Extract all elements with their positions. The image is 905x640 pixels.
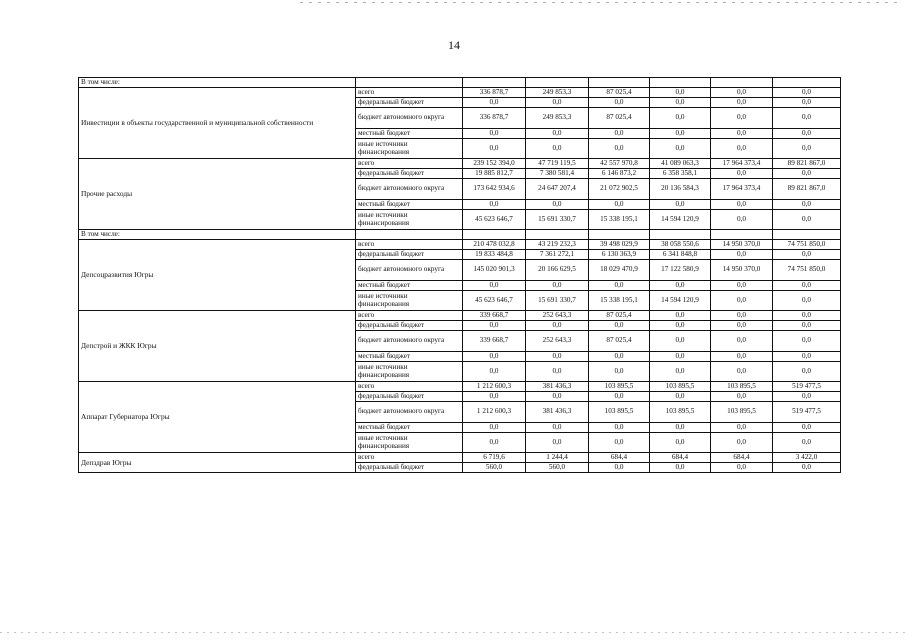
value-cell: 0,0 <box>526 321 589 331</box>
empty-cell <box>650 230 711 240</box>
table-row <box>79 88 841 98</box>
value-cell: 0,0 <box>650 433 711 453</box>
value-cell: 6 130 363,9 <box>589 250 650 260</box>
value-cell: 0,0 <box>711 291 773 311</box>
value-cell: 103 895,5 <box>650 402 711 423</box>
value-cell: 0,0 <box>650 200 711 210</box>
value-cell: 0,0 <box>650 331 711 352</box>
value-cell: 45 623 646,7 <box>463 210 526 230</box>
value-cell: 14 950 370,0 <box>711 260 773 281</box>
value-cell: 519 477,5 <box>773 402 841 423</box>
value-cell: 14 594 120,9 <box>650 291 711 311</box>
value-cell: 0,0 <box>463 352 526 362</box>
value-cell: 0,0 <box>650 362 711 382</box>
value-cell: 0,0 <box>589 362 650 382</box>
empty-cell <box>650 78 711 88</box>
value-cell: 0,0 <box>589 281 650 291</box>
page-number: 14 <box>448 38 460 52</box>
value-cell: 0,0 <box>589 352 650 362</box>
value-cell: 0,0 <box>650 139 711 159</box>
value-cell: 0,0 <box>650 463 711 473</box>
value-cell: 0,0 <box>650 129 711 139</box>
value-cell: 0,0 <box>463 392 526 402</box>
block-name: Прочие расходы <box>79 159 356 230</box>
value-cell: 0,0 <box>773 200 841 210</box>
value-cell: 0,0 <box>589 200 650 210</box>
value-cell: 6 358 358,1 <box>650 169 711 179</box>
value-cell: 0,0 <box>463 321 526 331</box>
funding-source: федеральный бюджет <box>356 321 463 331</box>
value-cell: 15 338 195,1 <box>589 291 650 311</box>
value-cell: 7 361 272,1 <box>526 250 589 260</box>
value-cell: 249 853,3 <box>526 108 589 129</box>
empty-cell <box>589 230 650 240</box>
value-cell: 18 029 470,9 <box>589 260 650 281</box>
empty-cell <box>356 78 463 88</box>
block-name: Депздрав Югры <box>79 453 356 473</box>
value-cell: 0,0 <box>773 169 841 179</box>
value-cell: 42 557 970,8 <box>589 159 650 169</box>
funding-source: бюджет автономного округа <box>356 108 463 129</box>
value-cell: 0,0 <box>463 129 526 139</box>
value-cell: 6 719,6 <box>463 453 526 463</box>
funding-source: иные источники финансирования <box>356 291 463 311</box>
funding-source: местный бюджет <box>356 281 463 291</box>
value-cell: 0,0 <box>711 331 773 352</box>
value-cell: 0,0 <box>711 281 773 291</box>
empty-cell <box>773 78 841 88</box>
value-cell: 17 964 373,4 <box>711 179 773 200</box>
block-name: Депсоцразвития Югры <box>79 240 356 311</box>
value-cell: 0,0 <box>526 362 589 382</box>
value-cell: 0,0 <box>650 108 711 129</box>
value-cell: 17 964 373,4 <box>711 159 773 169</box>
funding-source: федеральный бюджет <box>356 169 463 179</box>
value-cell: 19 833 484,8 <box>463 250 526 260</box>
section-label: В том числе: <box>79 78 356 88</box>
empty-cell <box>589 78 650 88</box>
value-cell: 0,0 <box>711 139 773 159</box>
empty-cell <box>356 230 463 240</box>
value-cell: 173 642 934,6 <box>463 179 526 200</box>
value-cell: 0,0 <box>650 321 711 331</box>
value-cell: 17 122 580,9 <box>650 260 711 281</box>
value-cell: 0,0 <box>463 362 526 382</box>
funding-source: иные источники финансирования <box>356 362 463 382</box>
value-cell: 336 878,7 <box>463 88 526 98</box>
value-cell: 87 025,4 <box>589 311 650 321</box>
budget-table <box>78 77 841 473</box>
funding-source: местный бюджет <box>356 352 463 362</box>
value-cell: 0,0 <box>773 88 841 98</box>
value-cell: 0,0 <box>589 321 650 331</box>
value-cell: 19 885 812,7 <box>463 169 526 179</box>
funding-source: бюджет автономного округа <box>356 331 463 352</box>
value-cell: 20 136 584,3 <box>650 179 711 200</box>
funding-source: всего <box>356 453 463 463</box>
value-cell: 74 751 850,0 <box>773 240 841 250</box>
funding-source: федеральный бюджет <box>356 98 463 108</box>
value-cell: 6 341 848,8 <box>650 250 711 260</box>
value-cell: 103 895,5 <box>711 402 773 423</box>
value-cell: 252 643,3 <box>526 311 589 321</box>
funding-source: всего <box>356 88 463 98</box>
value-cell: 1 212 600,3 <box>463 402 526 423</box>
value-cell: 0,0 <box>589 433 650 453</box>
value-cell: 15 338 195,1 <box>589 210 650 230</box>
value-cell: 0,0 <box>650 98 711 108</box>
value-cell: 38 058 550,6 <box>650 240 711 250</box>
value-cell: 103 895,5 <box>711 382 773 392</box>
value-cell: 74 751 850,0 <box>773 260 841 281</box>
value-cell: 0,0 <box>773 433 841 453</box>
value-cell: 0,0 <box>773 331 841 352</box>
value-cell: 14 594 120,9 <box>650 210 711 230</box>
funding-source: местный бюджет <box>356 200 463 210</box>
value-cell: 684,4 <box>589 453 650 463</box>
value-cell: 41 089 063,3 <box>650 159 711 169</box>
value-cell: 14 950 370,0 <box>711 240 773 250</box>
empty-cell <box>711 78 773 88</box>
funding-source: местный бюджет <box>356 129 463 139</box>
funding-source: бюджет автономного округа <box>356 402 463 423</box>
value-cell: 0,0 <box>526 200 589 210</box>
value-cell: 0,0 <box>526 352 589 362</box>
value-cell: 0,0 <box>526 281 589 291</box>
scan-artifact-bottom <box>0 632 905 633</box>
section-label: В том числе: <box>79 230 356 240</box>
value-cell: 0,0 <box>526 392 589 402</box>
value-cell: 339 668,7 <box>463 311 526 321</box>
value-cell: 7 380 581,4 <box>526 169 589 179</box>
value-cell: 0,0 <box>526 139 589 159</box>
value-cell: 0,0 <box>711 352 773 362</box>
value-cell: 339 668,7 <box>463 331 526 352</box>
value-cell: 24 647 207,4 <box>526 179 589 200</box>
funding-source: всего <box>356 240 463 250</box>
value-cell: 0,0 <box>711 129 773 139</box>
value-cell: 0,0 <box>711 108 773 129</box>
value-cell: 0,0 <box>463 423 526 433</box>
value-cell: 0,0 <box>773 250 841 260</box>
value-cell: 0,0 <box>773 281 841 291</box>
value-cell: 0,0 <box>463 139 526 159</box>
block-name: Инвестиции в объекты государственной и муниципальной собственности <box>79 88 356 159</box>
value-cell: 0,0 <box>711 250 773 260</box>
value-cell: 0,0 <box>711 321 773 331</box>
block-name: Аппарат Губернатора Югры <box>79 382 356 453</box>
value-cell: 684,4 <box>711 453 773 463</box>
value-cell: 0,0 <box>773 98 841 108</box>
block-name: Депстрой и ЖКК Югры <box>79 311 356 382</box>
value-cell: 0,0 <box>526 423 589 433</box>
empty-cell <box>526 230 589 240</box>
funding-source: иные источники финансирования <box>356 210 463 230</box>
value-cell: 0,0 <box>650 281 711 291</box>
funding-source: иные источники финансирования <box>356 139 463 159</box>
value-cell: 3 422,0 <box>773 453 841 463</box>
value-cell: 0,0 <box>711 98 773 108</box>
value-cell: 560,0 <box>526 463 589 473</box>
value-cell: 20 166 629,5 <box>526 260 589 281</box>
value-cell: 1 212 600,3 <box>463 382 526 392</box>
value-cell: 0,0 <box>650 311 711 321</box>
section-row <box>79 78 841 88</box>
value-cell: 0,0 <box>773 423 841 433</box>
value-cell: 0,0 <box>589 392 650 402</box>
value-cell: 0,0 <box>773 362 841 382</box>
value-cell: 87 025,4 <box>589 331 650 352</box>
value-cell: 103 895,5 <box>650 382 711 392</box>
value-cell: 89 821 867,0 <box>773 179 841 200</box>
value-cell: 0,0 <box>773 352 841 362</box>
value-cell: 0,0 <box>526 98 589 108</box>
value-cell: 0,0 <box>773 291 841 311</box>
value-cell: 0,0 <box>711 210 773 230</box>
value-cell: 0,0 <box>773 108 841 129</box>
value-cell: 6 146 873,2 <box>589 169 650 179</box>
value-cell: 0,0 <box>773 139 841 159</box>
value-cell: 249 853,3 <box>526 88 589 98</box>
value-cell: 0,0 <box>773 311 841 321</box>
funding-source: всего <box>356 159 463 169</box>
value-cell: 87 025,4 <box>589 88 650 98</box>
value-cell: 0,0 <box>650 392 711 402</box>
value-cell: 0,0 <box>526 129 589 139</box>
value-cell: 47 719 119,5 <box>526 159 589 169</box>
funding-source: федеральный бюджет <box>356 392 463 402</box>
scan-artifact-top <box>300 2 900 3</box>
empty-cell <box>773 230 841 240</box>
value-cell: 15 691 330,7 <box>526 210 589 230</box>
value-cell: 0,0 <box>711 433 773 453</box>
value-cell: 0,0 <box>711 200 773 210</box>
value-cell: 0,0 <box>773 321 841 331</box>
value-cell: 39 498 029,9 <box>589 240 650 250</box>
value-cell: 0,0 <box>711 362 773 382</box>
value-cell: 21 072 902,5 <box>589 179 650 200</box>
value-cell: 0,0 <box>463 433 526 453</box>
value-cell: 0,0 <box>650 352 711 362</box>
value-cell: 0,0 <box>650 88 711 98</box>
empty-cell <box>463 78 526 88</box>
table-row <box>79 311 841 321</box>
value-cell: 0,0 <box>711 311 773 321</box>
funding-source: бюджет автономного округа <box>356 260 463 281</box>
value-cell: 0,0 <box>526 433 589 453</box>
value-cell: 103 895,5 <box>589 402 650 423</box>
value-cell: 336 878,7 <box>463 108 526 129</box>
funding-source: местный бюджет <box>356 423 463 433</box>
empty-cell <box>526 78 589 88</box>
funding-source: иные источники финансирования <box>356 433 463 453</box>
value-cell: 0,0 <box>773 463 841 473</box>
value-cell: 0,0 <box>589 463 650 473</box>
value-cell: 43 219 232,3 <box>526 240 589 250</box>
value-cell: 381 436,3 <box>526 402 589 423</box>
value-cell: 0,0 <box>463 200 526 210</box>
table-row <box>79 159 841 169</box>
value-cell: 684,4 <box>650 453 711 463</box>
value-cell: 519 477,5 <box>773 382 841 392</box>
funding-source: всего <box>356 382 463 392</box>
section-row <box>79 230 841 240</box>
value-cell: 252 643,3 <box>526 331 589 352</box>
funding-source: федеральный бюджет <box>356 250 463 260</box>
funding-source: федеральный бюджет <box>356 463 463 473</box>
empty-cell <box>463 230 526 240</box>
value-cell: 45 623 646,7 <box>463 291 526 311</box>
value-cell: 560,0 <box>463 463 526 473</box>
value-cell: 239 152 394,0 <box>463 159 526 169</box>
value-cell: 0,0 <box>711 169 773 179</box>
value-cell: 0,0 <box>463 98 526 108</box>
value-cell: 15 691 330,7 <box>526 291 589 311</box>
value-cell: 0,0 <box>463 281 526 291</box>
value-cell: 1 244,4 <box>526 453 589 463</box>
value-cell: 0,0 <box>589 98 650 108</box>
value-cell: 103 895,5 <box>589 382 650 392</box>
value-cell: 0,0 <box>773 392 841 402</box>
funding-source: всего <box>356 311 463 321</box>
table-row <box>79 240 841 250</box>
funding-source: бюджет автономного округа <box>356 179 463 200</box>
value-cell: 0,0 <box>711 423 773 433</box>
table-row <box>79 453 841 463</box>
empty-cell <box>711 230 773 240</box>
value-cell: 381 436,3 <box>526 382 589 392</box>
table-row <box>79 382 841 392</box>
value-cell: 89 821 867,0 <box>773 159 841 169</box>
value-cell: 0,0 <box>773 129 841 139</box>
value-cell: 210 478 032,8 <box>463 240 526 250</box>
value-cell: 0,0 <box>589 423 650 433</box>
value-cell: 87 025,4 <box>589 108 650 129</box>
value-cell: 0,0 <box>711 463 773 473</box>
value-cell: 0,0 <box>711 392 773 402</box>
value-cell: 0,0 <box>773 210 841 230</box>
value-cell: 0,0 <box>589 129 650 139</box>
value-cell: 145 020 901,3 <box>463 260 526 281</box>
value-cell: 0,0 <box>711 88 773 98</box>
value-cell: 0,0 <box>650 423 711 433</box>
value-cell: 0,0 <box>589 139 650 159</box>
